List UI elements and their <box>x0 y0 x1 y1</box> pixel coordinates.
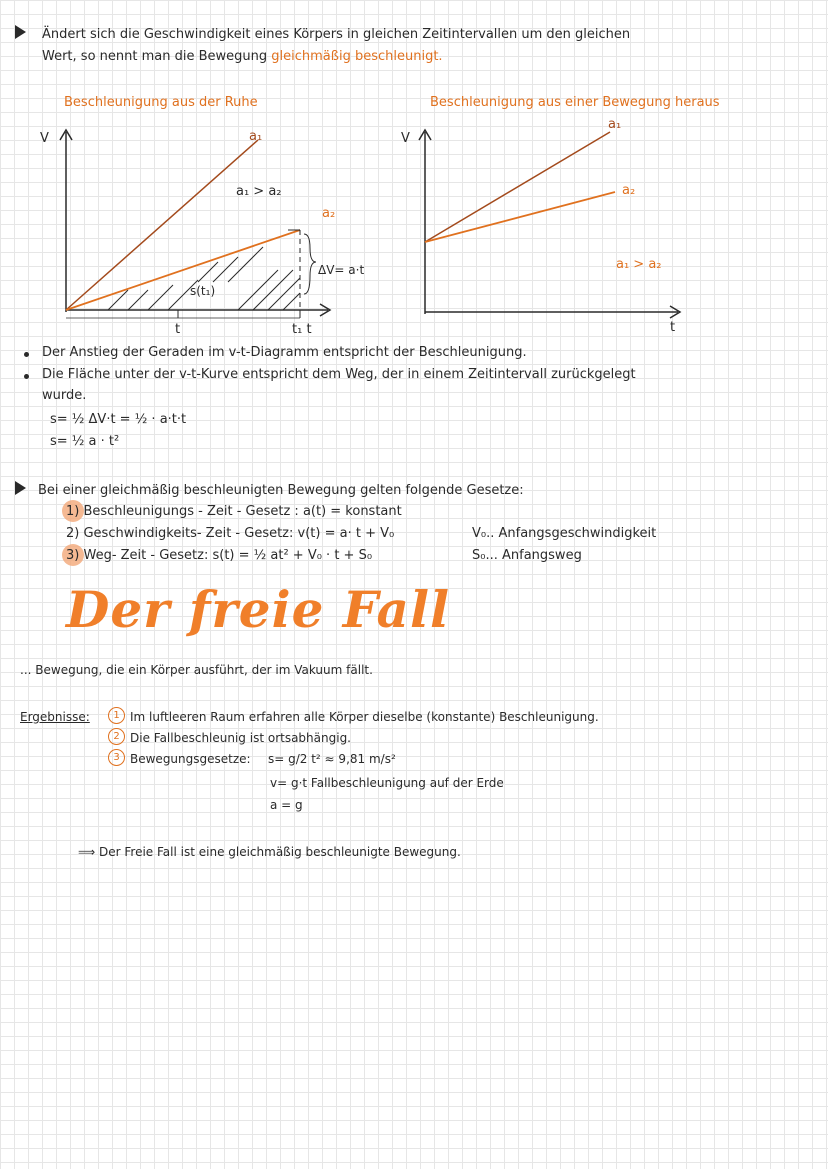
result-3: Bewegungsgesetze: <box>130 752 251 766</box>
intro-line-2-start: Wert, so nennt man die Bewegung <box>42 49 268 64</box>
results-label: Ergebnisse: <box>20 710 90 724</box>
left-compare: a₁ > a₂ <box>236 184 282 199</box>
v0-note: V₀.. Anfangsgeschwindigkeit <box>472 526 657 541</box>
bullet-dot-1 <box>24 352 29 357</box>
right-v-label: V <box>401 131 410 146</box>
intro-highlight: gleichmäßig beschleunigt. <box>271 49 443 64</box>
right-a2-label: a₂ <box>622 183 636 198</box>
number-circle-3: 3 <box>108 749 125 766</box>
right-diagram-heading: Beschleunigung aus einer Bewegung heraus <box>430 95 720 110</box>
left-t-label: t <box>175 322 181 337</box>
bullet-triangle-icon <box>15 481 26 495</box>
note-slope: Der Anstieg der Geraden im v-t-Diagramm entspricht der Beschleunigung. <box>42 345 527 360</box>
formula-2: s= ½ a · t² <box>50 434 120 449</box>
intro-line-1: Ändert sich die Geschwindigkeit eines Körpers in gleichen Zeitintervallen um den gleichen <box>42 27 631 42</box>
right-a1-label: a₁ <box>608 117 622 132</box>
law-2: 2) Geschwindigkeits- Zeit - Gesetz: v(t) = a· t + V₀ <box>66 526 395 541</box>
laws-intro: Bei einer gleichmäßig beschleunigten Bewegung gelten folgende Gesetze: <box>38 483 524 498</box>
left-area-label: s(t₁) <box>190 284 216 298</box>
s0-note: S₀... Anfangsweg <box>472 548 582 563</box>
formula-1: s= ½ ΔV·t = ½ · a·t·t <box>50 412 187 427</box>
bullet-dot-2 <box>24 374 29 379</box>
law-1: 1) Beschleunigungs - Zeit - Gesetz : a(t) = konstant <box>66 504 402 519</box>
intro-line-2 <box>42 49 443 65</box>
note-area: Die Fläche unter der v-t-Kurve entspricht dem Weg, der in einem Zeitintervall zurückgelegt <box>42 367 636 382</box>
number-circle-2: 2 <box>108 728 125 745</box>
left-t1-label: t₁ t <box>292 322 312 337</box>
left-v-label: V <box>40 131 49 146</box>
section-title: Der freie Fall <box>66 580 450 639</box>
note-area-cont: wurde. <box>42 388 87 403</box>
equation-s: s= g/2 t² ≈ 9,81 m/s² <box>268 752 396 766</box>
bullet-triangle-icon <box>15 25 26 39</box>
law-3: 3) Weg- Zeit - Gesetz: s(t) = ½ at² + V₀ · t + S₀ <box>66 548 373 563</box>
result-1: Im luftleeren Raum erfahren alle Körper dieselbe (konstante) Beschleunigung. <box>130 710 599 724</box>
equation-a: a = g <box>270 798 303 812</box>
right-compare: a₁ > a₂ <box>616 257 662 272</box>
left-dv-label: ΔV= a·t <box>318 263 365 277</box>
number-circle-1: 1 <box>108 707 125 724</box>
right-t-label: t <box>670 320 676 335</box>
right-diagram <box>410 120 690 330</box>
result-2: Die Fallbeschleunig ist ortsabhängig. <box>130 731 351 745</box>
left-diagram-heading: Beschleunigung aus der Ruhe <box>64 95 258 110</box>
left-a2-label: a₂ <box>322 206 336 221</box>
free-fall-definition: ... Bewegung, die ein Körper ausführt, der im Vakuum fällt. <box>20 663 373 677</box>
equation-v: v= g·t Fallbeschleunigung auf der Erde <box>270 776 504 790</box>
left-a1-label: a₁ <box>249 129 263 144</box>
conclusion: ⟹ Der Freie Fall ist eine gleichmäßig beschleunigte Bewegung. <box>78 845 461 859</box>
left-diagram <box>38 122 368 352</box>
